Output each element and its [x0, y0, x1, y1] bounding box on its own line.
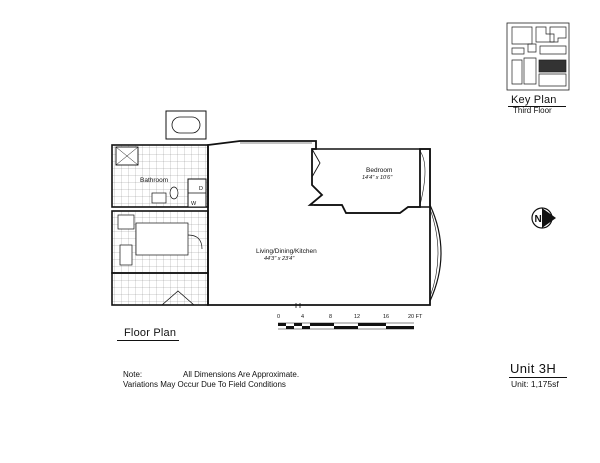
- floor-plan-drawing: [100, 105, 460, 315]
- scale-tick-4: 4: [301, 314, 305, 320]
- scale-tick-8: 8: [329, 314, 333, 320]
- note-line-1: All Dimensions Are Approximate.: [183, 370, 300, 379]
- closet-d-label: D: [199, 186, 203, 192]
- key-plan-diagram: [506, 22, 570, 92]
- unit-area: Unit: 1,175sf: [511, 379, 559, 389]
- north-arrow-icon: [529, 204, 559, 232]
- note-line-2: Variations May Occur Due To Field Conditions: [123, 380, 286, 389]
- unit-name: Unit 3H: [510, 361, 557, 376]
- closet-w-label: W: [191, 201, 197, 207]
- unit-underline: [509, 377, 567, 378]
- living-room-dimensions: 44'3" x 23'4": [264, 256, 295, 262]
- note-label: Note:: [123, 370, 143, 379]
- bedroom-dimensions: 14'4" x 10'6": [362, 175, 393, 181]
- scale-tick-12: 12: [354, 314, 361, 320]
- floor-plan-title: Floor Plan: [124, 327, 177, 339]
- scale-tick-16: 16: [383, 314, 390, 320]
- bathroom-label: Bathroom: [140, 177, 169, 184]
- scale-tick-0: 0: [277, 314, 281, 320]
- scale-tick-20: 20 FT: [408, 314, 423, 320]
- floor-plan-underline: [117, 340, 179, 341]
- north-arrow-letter: N: [534, 214, 542, 225]
- living-room-label: Living/Dining/Kitchen: [256, 248, 317, 255]
- key-plan-subtitle: Third Floor: [513, 106, 552, 115]
- bedroom-label: Bedroom: [366, 167, 393, 174]
- key-plan-title: Key Plan: [511, 94, 557, 106]
- key-plan-unit-highlight: [539, 60, 566, 72]
- scale-bar: [278, 322, 428, 334]
